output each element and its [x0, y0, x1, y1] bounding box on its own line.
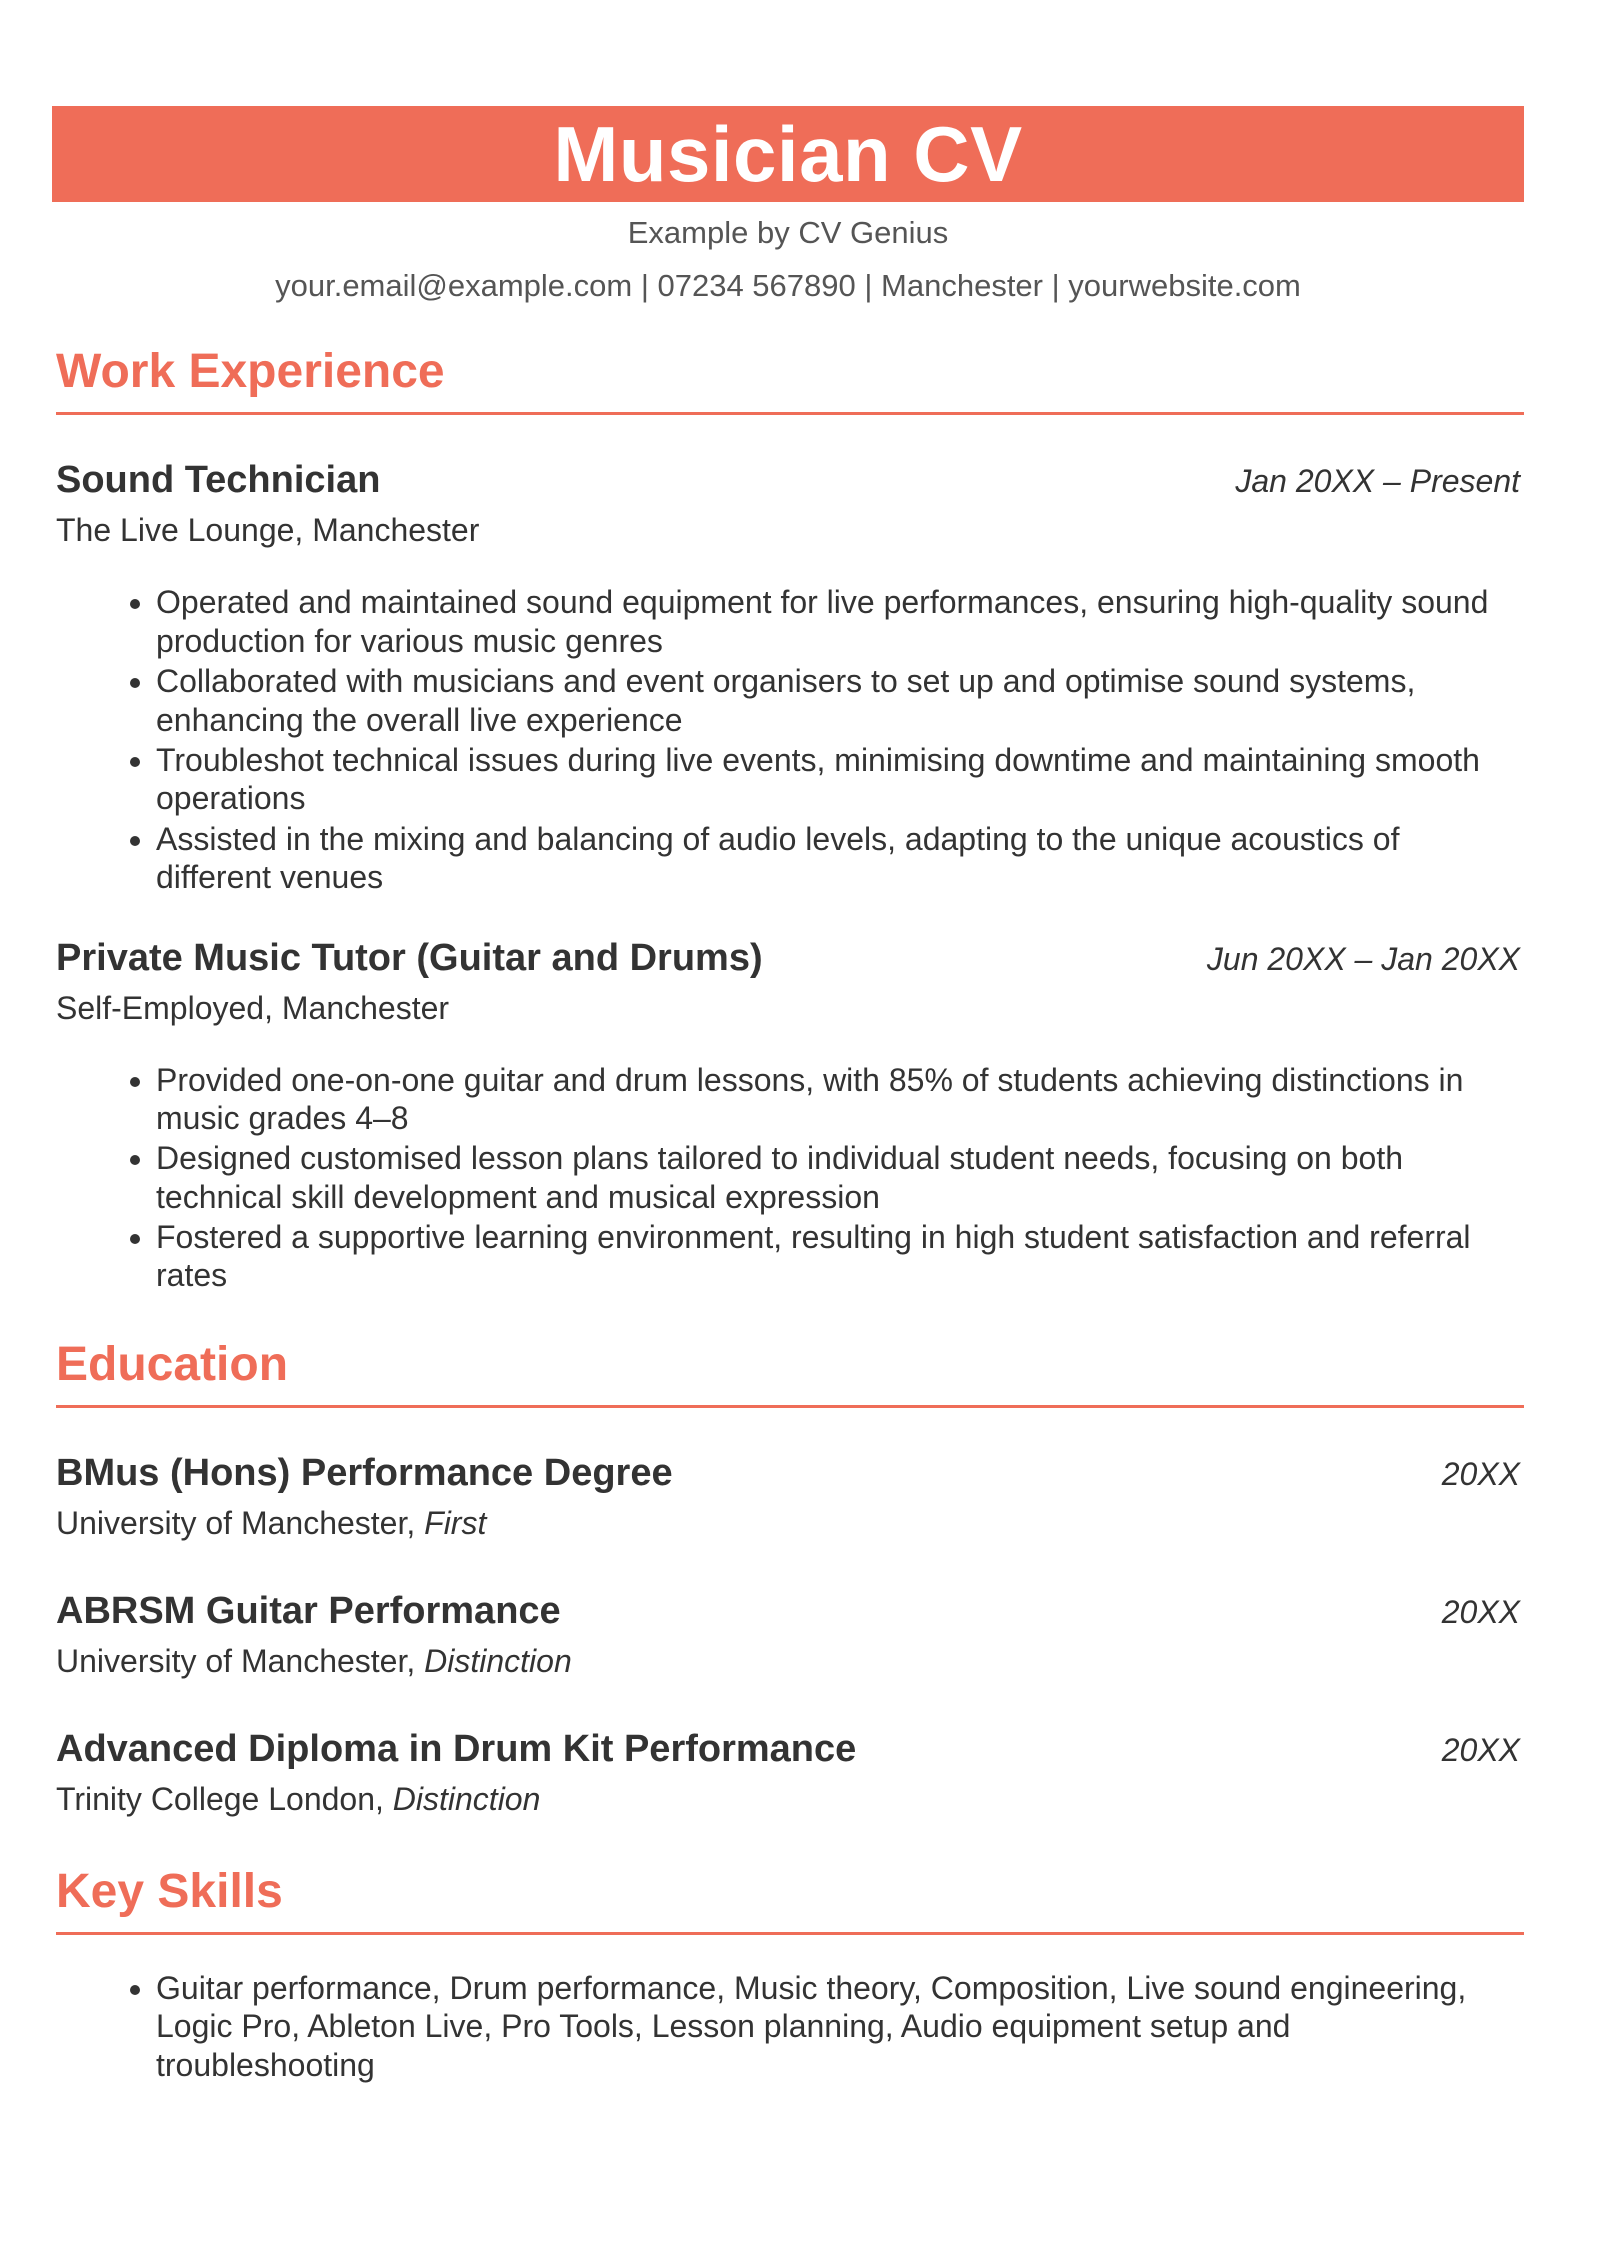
skills-item: • Guitar performance, Drum performance, Music theory, Composition, Live sound engineering, Logic Pro, Ableton Live, Pro Tools, Lesson planning, Audio equipment setup and troubleshooting — [156, 1969, 1504, 2084]
bullet-item: • Provided one-on-one guitar and drum lessons, with 85% of students achieving distinctions in music grades 4–8 — [156, 1061, 1504, 1138]
job-title: Sound Technician — [56, 459, 381, 502]
job-employer: Self-Employed, Manchester — [56, 989, 450, 1026]
qualification-grade: Distinction — [424, 1642, 572, 1679]
qualification-grade: Distinction — [392, 1780, 541, 1817]
bullet-item: • Fostered a supportive learning environment, resulting in high student satisfaction and referral rates — [156, 1218, 1504, 1295]
bullet-item: • Designed customised lesson plans tailored to individual student needs, focusing on both technical skill development and musical expression — [156, 1139, 1504, 1216]
job-header — [52, 937, 1524, 980]
education-entry — [52, 1728, 1524, 1818]
institution-name: Trinity College London, — [56, 1780, 393, 1817]
qualification-institution — [52, 1781, 1524, 1818]
qualification-title: Advanced Diploma in Drum Kit Performance — [56, 1727, 857, 1770]
job-employer: The Live Lounge, Manchester — [56, 512, 480, 549]
qualification-date: 20XX — [1441, 1593, 1520, 1630]
section-heading-skills: Key Skills — [56, 1868, 1524, 1935]
institution-name: University of Manchester, — [56, 1642, 425, 1679]
job-dates: Jun 20XX – Jan 20XX — [1206, 940, 1520, 977]
section-heading-education: Education — [56, 1341, 1524, 1408]
skills-list — [52, 1969, 1524, 2084]
page-title: Musician CV — [553, 110, 1023, 198]
title-banner — [52, 106, 1524, 202]
job-header — [52, 459, 1524, 502]
contact-line: your.email@example.com | 07234 567890 | Manchester | yourwebsite.com — [275, 268, 1301, 304]
qualification-title: BMus (Hons) Performance Degree — [56, 1451, 673, 1494]
qualification-grade: First — [424, 1504, 487, 1541]
qualification-date: 20XX — [1441, 1731, 1520, 1768]
qualification-date: 20XX — [1441, 1455, 1520, 1492]
section-heading-work: Work Experience — [56, 348, 1524, 415]
job-bullets — [52, 1061, 1524, 1295]
education-header — [52, 1452, 1524, 1495]
bullet-item: • Collaborated with musicians and event organisers to set up and optimise sound systems, enhancing the overall live experience — [156, 662, 1504, 739]
qualification-title: ABRSM Guitar Performance — [56, 1589, 561, 1632]
job-title: Private Music Tutor (Guitar and Drums) — [56, 936, 763, 979]
education-entry — [52, 1590, 1524, 1680]
qualification-institution — [52, 1643, 1524, 1680]
education-entry — [52, 1452, 1524, 1542]
job-entry — [52, 459, 1524, 896]
institution-name: University of Manchester, — [56, 1504, 425, 1541]
job-bullets — [52, 583, 1524, 896]
cv-page — [52, 106, 1524, 2086]
qualification-institution — [52, 1505, 1524, 1542]
bullet-item: • Troubleshot technical issues during live events, minimising downtime and maintaining smooth operations — [156, 741, 1504, 818]
bullet-item: • Assisted in the mixing and balancing of audio levels, adapting to the unique acoustics of different venues — [156, 820, 1504, 897]
job-dates: Jan 20XX – Present — [1235, 463, 1520, 500]
subtitle: Example by CV Genius — [627, 215, 949, 250]
job-entry — [52, 937, 1524, 1295]
bullet-item: • Operated and maintained sound equipment for live performances, ensuring high-quality sound production for various music genres — [156, 583, 1504, 660]
education-header — [52, 1590, 1524, 1633]
education-header — [52, 1728, 1524, 1771]
